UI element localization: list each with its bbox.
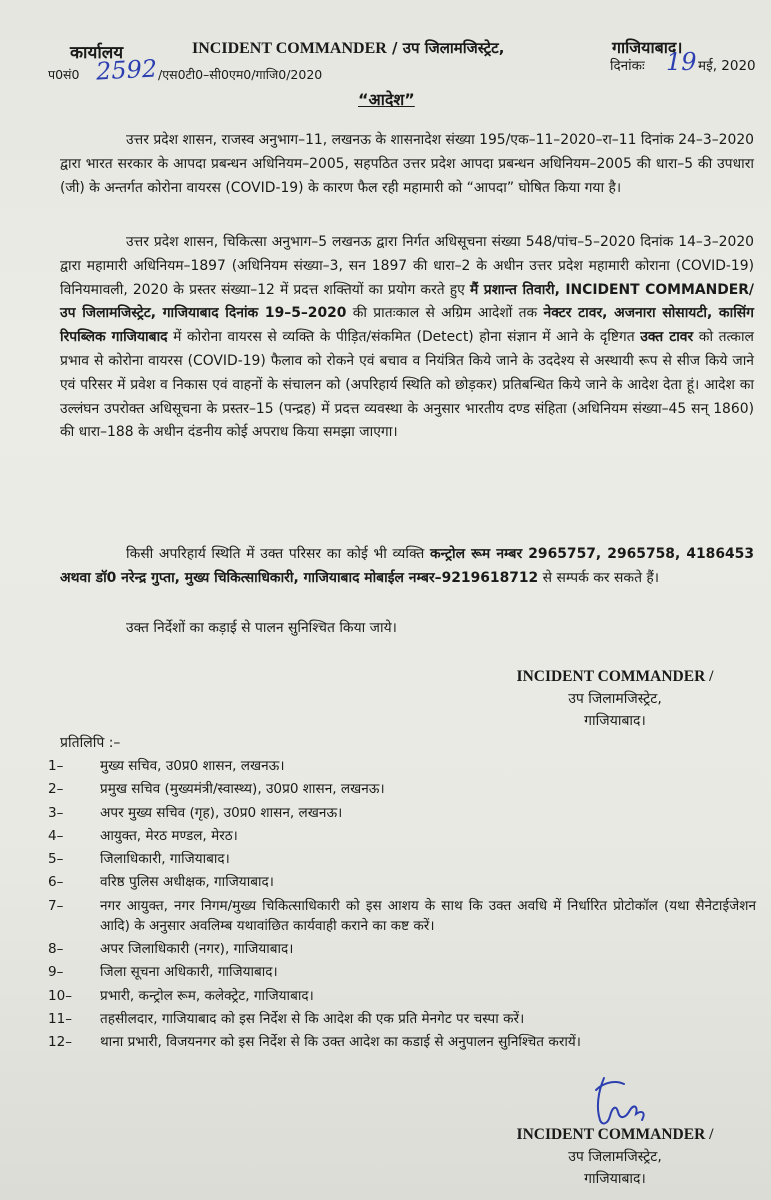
signature-title: INCIDENT COMMANDER / [516, 1126, 714, 1143]
list-item-text: मुख्य सचिव, उ0प्र0 शासन, लखनऊ। [100, 758, 285, 774]
paragraph-4: उक्त निर्देशों का कड़ाई से पालन सुनिश्चित किया जाये। [126, 620, 397, 636]
list-item-text: तहसीलदार, गाजियाबाद को इस निर्देश से कि आदेश की एक प्रति मेनगेट पर चस्पा करें। [100, 1010, 525, 1027]
list-item-text: वरिष्ठ पुलिस अधीक्षक, गाजियाबाद। [100, 874, 274, 891]
list-item [48, 826, 760, 846]
copy-heading: प्रतिलिपि :– [60, 735, 121, 751]
signature-designation: उप जिलामजिस्ट्रेट, [568, 691, 662, 707]
list-item [48, 1032, 760, 1052]
header-city: गाजियाबाद। [612, 38, 683, 57]
list-item [48, 779, 760, 799]
paragraph-2 [60, 231, 754, 445]
list-item [48, 849, 760, 869]
signature-block-bottom [480, 1124, 750, 1190]
issuer-title-hi: / उप जिलामजिस्ट्रेट, [386, 39, 505, 57]
list-item-text: जिला सूचना अधिकारी, गाजियाबाद। [100, 964, 278, 981]
list-item [48, 1009, 760, 1029]
list-item-text: नगर आयुक्त, नगर निगम/मुख्य चिकित्साधिकारी को इस आशय के साथ कि उक्त अवधि में निर्धारित प्रोटोकॉल (यथा सैनेटाईजेशन आदि) के अनुसार अवलिम्ब यथावांछित कार्यवाही कराने का कष्ट करें। [100, 897, 756, 934]
paragraph-2-part-e: में कोरोना वायरस से व्यक्ति के पीड़ित/संकमित (Detect) होना संज्ञान में आने के दृष्टिगत [167, 329, 641, 346]
copy-list [48, 756, 760, 1056]
list-item-number: 2– [48, 781, 64, 798]
list-item-text: प्रभारी, कन्ट्रोल रूम, कलेक्ट्रेट, गाजियाबाद। [100, 987, 314, 1004]
paragraph-3-contacts: कन्ट्रोल रूम नम्बर 2965757, 2965758, 4186453 अथवा डॉ0 नरेन्द्र गुप्ता, मुख्य चिकित्साधिकारी, गाजियाबाद मोबाईल नम्बर–9219618712 [60, 546, 754, 586]
list-item-number: 6– [48, 874, 64, 891]
signature-title: INCIDENT COMMANDER / [516, 668, 714, 685]
date-label: दिनांकः [610, 58, 645, 74]
date-month-year: मई, 2020 [698, 58, 756, 74]
signature-city: गाजियाबाद। [584, 1171, 646, 1187]
list-item-text: अपर जिलाधिकारी (नगर), गाजियाबाद। [100, 941, 294, 958]
list-item [48, 756, 760, 776]
list-item [48, 803, 760, 823]
list-item-number: 9– [48, 964, 64, 981]
paragraph-2-part-c: की प्रातःकाल से अग्रिम आदेशों तक [346, 305, 544, 322]
paragraph-3 [60, 543, 754, 591]
signature-designation: उप जिलामजिस्ट्रेट, [568, 1149, 662, 1165]
list-item-text: थाना प्रभारी, विजयनगर को इस निर्देश से कि उक्त आदेश का कडाई से अनुपालन सुनिश्चित करायें। [100, 1034, 581, 1051]
paragraph-3-part-a: किसी अपरिहार्य स्थिति में उक्त परिसर का कोई भी व्यक्ति [126, 546, 430, 562]
reference-prefix: प0सं0 [48, 67, 80, 82]
list-item-number: 4– [48, 827, 64, 844]
list-item-number: 11– [48, 1010, 73, 1027]
paragraph-2-tower: उक्त टावर [640, 329, 694, 346]
paragraph-2-part-g: को तत्काल प्रभाव से कोरोना वायरस (COVID-19) फैलाव को रोकने एवं बचाव व नियंत्रित किये जाने के उददेश्य से अस्थायी रूप से सीज किये जाने एवं परिसर में प्रवेश व निकास एवं वाहनों के संचालन को (अपरिहार्य स्थिति को छोड़कर) प्रतिबन्धित किये जाने के आदेश देता हूं। आदेश का उल्लंघन उपरोक्त अधिसूचना के प्रस्तर–15 (पन्द्रह) में प्रदत्त व्यवस्था के अनुसार भारतीय दण्ड संहिता (अधिनियम संख्या–45 सन् 1860) की धारा–188 के अधीन दंडनीय कोई अपराध किया समझा जाएगा। [60, 329, 754, 441]
issuer-title [192, 38, 504, 58]
paragraph-3-part-c: से सम्पर्क कर सकते हैं। [538, 569, 660, 586]
list-item-text: जिलाधिकारी, गाजियाबाद। [100, 851, 230, 868]
signature-city: गाजियाबाद। [584, 713, 646, 729]
date-day-handwritten: 19 [666, 48, 697, 76]
reference-number-handwritten: 2592 [95, 54, 158, 86]
paragraph-2-officer: मैं प्रशान्त तिवारी, INCIDENT COMMANDER/उप जिलामजिस्ट्रेट, गाजियाबाद दिनांक 19–5–2020 [60, 281, 754, 322]
paragraph-2-location: नेक्टर टावर, अजनारा सोसायटी, कासिंग रिपब्लिक गाजियाबाद [60, 305, 754, 346]
list-item [48, 986, 760, 1006]
list-item-number: 5– [48, 851, 64, 868]
issuer-title-en: INCIDENT COMMANDER [192, 40, 387, 57]
office-label: कार्यालय [70, 43, 124, 63]
list-item-number: 7– [48, 897, 64, 914]
list-item-text: प्रमुख सचिव (मुख्यमंत्री/स्वास्थ्य), उ0प्र0 शासन, लखनऊ। [100, 781, 385, 798]
list-item-number: 8– [48, 941, 64, 958]
paragraph-2-part-a: उत्तर प्रदेश शासन, चिकित्सा अनुभाग–5 लखनऊ द्वारा निर्गत अधिसूचना संख्या 548/पांच–5–2020 दिनांक 14–3–2020 द्वारा महामारी अधिनियम–1897 (अधिनियम संख्या–3, सन 1897 की धारा–2 के अधीन उत्तर प्रदेश महामारी कोराना (COVID-19) विनियमावली, 2020 के प्रस्तर संख्या–12 में प्रदत्त शक्तियों का प्रयोग करते हुए [60, 234, 754, 298]
reference-suffix: /एस0टी0–सी0एम0/गाजि0/2020 [158, 67, 323, 82]
list-item-text: अपर मुख्य सचिव (गृह), उ0प्र0 शासन, लखनऊ। [100, 804, 343, 821]
list-item-text: आयुक्त, मेरठ मण्डल, मेरठ। [100, 827, 238, 844]
list-item-number: 1– [48, 758, 64, 774]
list-item [48, 872, 760, 892]
list-item-number: 12– [48, 1034, 73, 1051]
list-item [48, 939, 760, 959]
list-item-number: 10– [48, 987, 73, 1004]
list-item [48, 962, 760, 982]
list-item-number: 3– [48, 804, 64, 821]
list-item [48, 896, 760, 936]
signature-block-top [480, 666, 750, 732]
order-title: “आदेश” [358, 90, 415, 109]
paragraph-1: उत्तर प्रदेश शासन, राजस्व अनुभाग–11, लखनऊ के शासनादेश संख्या 195/एक–11–2020–रा–11 दिनांक 24–3–2020 द्वारा भारत सरकार के आपदा प्रबन्धन अधिनियम–2005, सहपठित उत्तर प्रदेश आपदा प्रबन्धन अधिनियम–2005 की धारा–5 की उपधारा (जी) के अन्तर्गत कोरोना वायरस (COVID-19) के कारण फैल रही महामारी को “आपदा” घोषित किया गया है। [60, 132, 754, 196]
